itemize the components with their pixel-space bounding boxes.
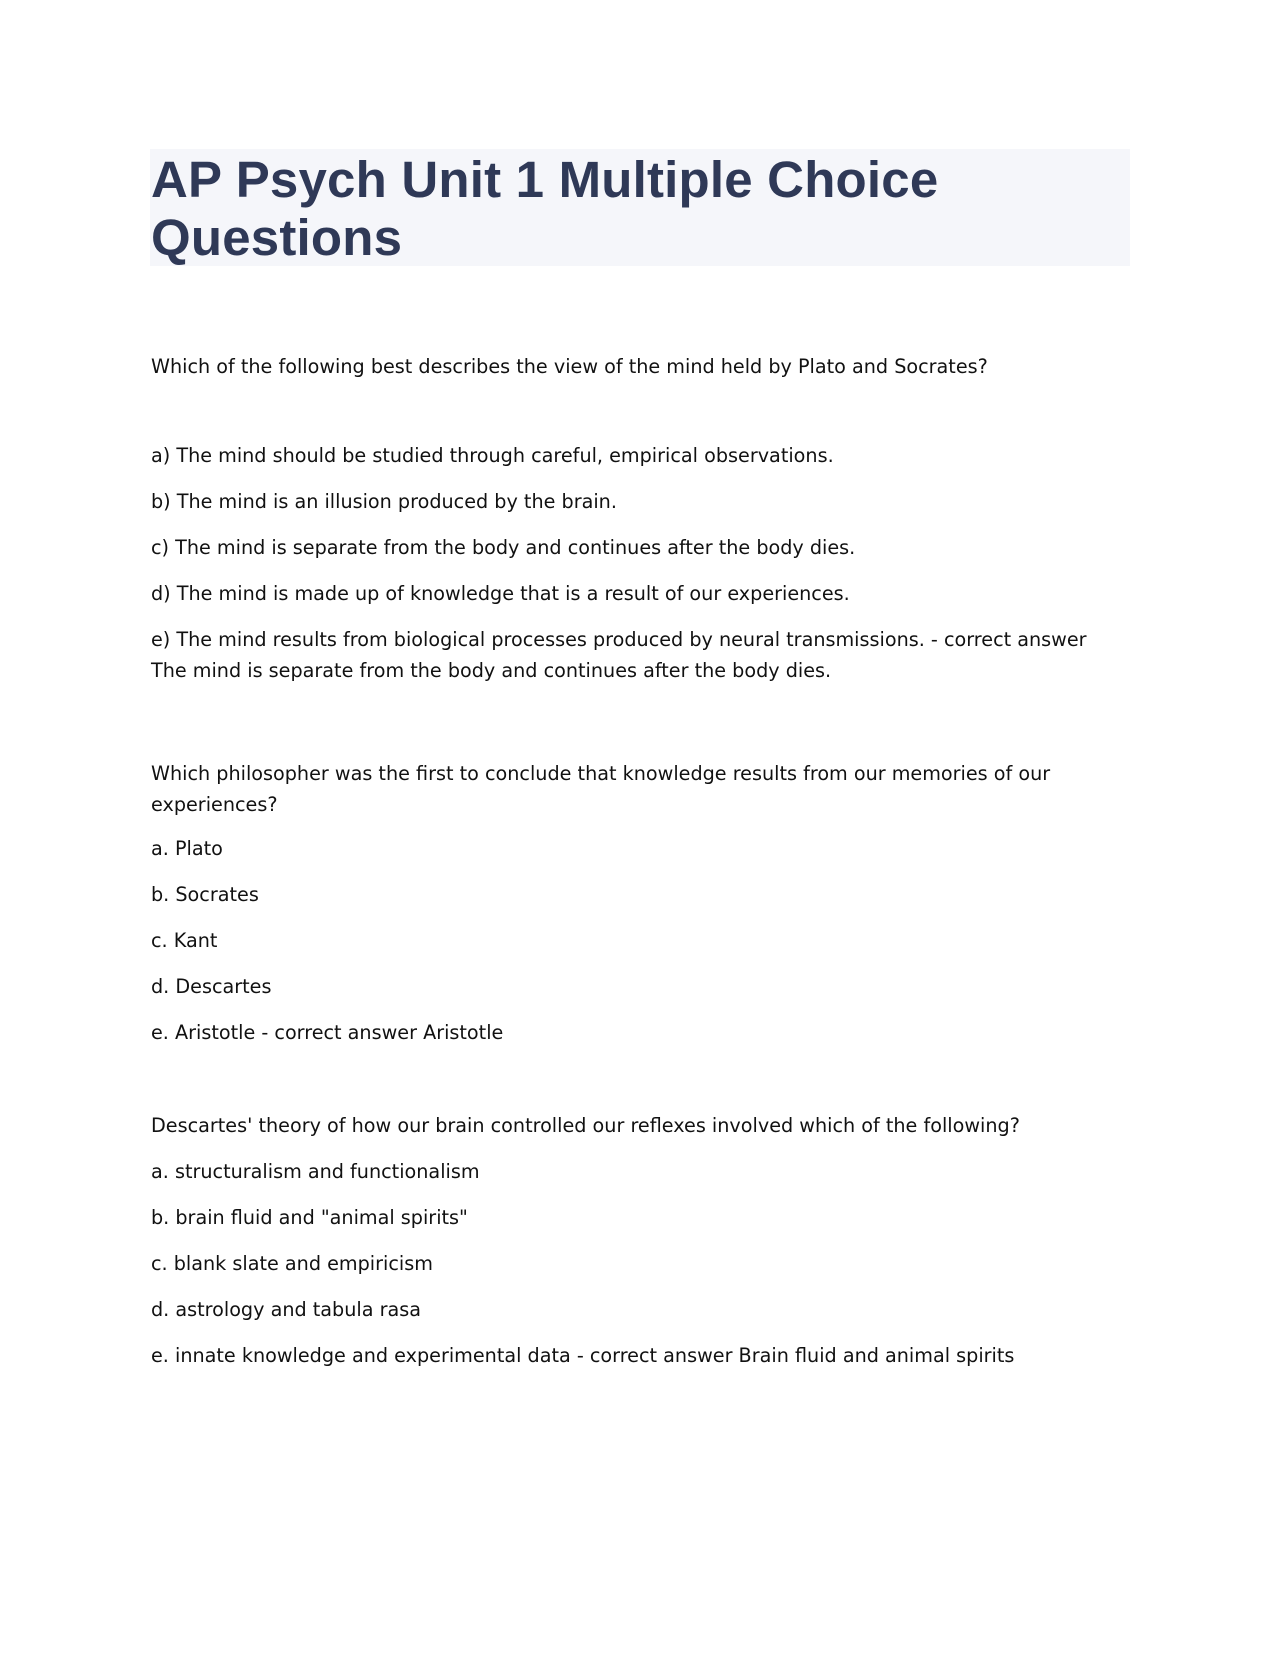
- answer-option-with-correct-answer: e. innate knowledge and experimental data - correct answer Brain fluid and animal spirits: [151, 1344, 1015, 1367]
- question-text: Descartes' theory of how our brain controlled our reflexes involved which of the following?: [151, 1114, 1020, 1137]
- answer-option: d. astrology and tabula rasa: [151, 1298, 421, 1321]
- answer-option: c. Kant: [151, 929, 218, 952]
- page-title: AP Psych Unit 1 Multiple Choice Questions: [151, 151, 939, 266]
- answer-option-with-correct-answer: e) The mind results from biological processes produced by neural transmissions. - correct answer The mind is separate from the body and continues after the body dies.: [151, 628, 1087, 682]
- answer-option: b) The mind is an illusion produced by the brain.: [151, 490, 617, 513]
- answer-option-with-correct-answer: e. Aristotle - correct answer Aristotle: [151, 1021, 504, 1044]
- answer-option: a. Plato: [151, 837, 223, 860]
- answer-option: c) The mind is separate from the body and continues after the body dies.: [151, 536, 856, 559]
- answer-option: b. brain fluid and "animal spirits": [151, 1206, 468, 1229]
- question-text: Which philosopher was the first to conclude that knowledge results from our memories of our experiences?: [151, 762, 1051, 816]
- answer-option: a. structuralism and functionalism: [151, 1160, 480, 1183]
- title-banner: [150, 149, 1130, 266]
- answer-option: b. Socrates: [151, 883, 259, 906]
- answer-option: a) The mind should be studied through careful, empirical observations.: [151, 444, 834, 467]
- answer-option: d) The mind is made up of knowledge that is a result of our experiences.: [151, 582, 850, 605]
- answer-option: d. Descartes: [151, 975, 272, 998]
- question-text: Which of the following best describes the view of the mind held by Plato and Socrates?: [151, 355, 988, 378]
- answer-option: c. blank slate and empiricism: [151, 1252, 433, 1275]
